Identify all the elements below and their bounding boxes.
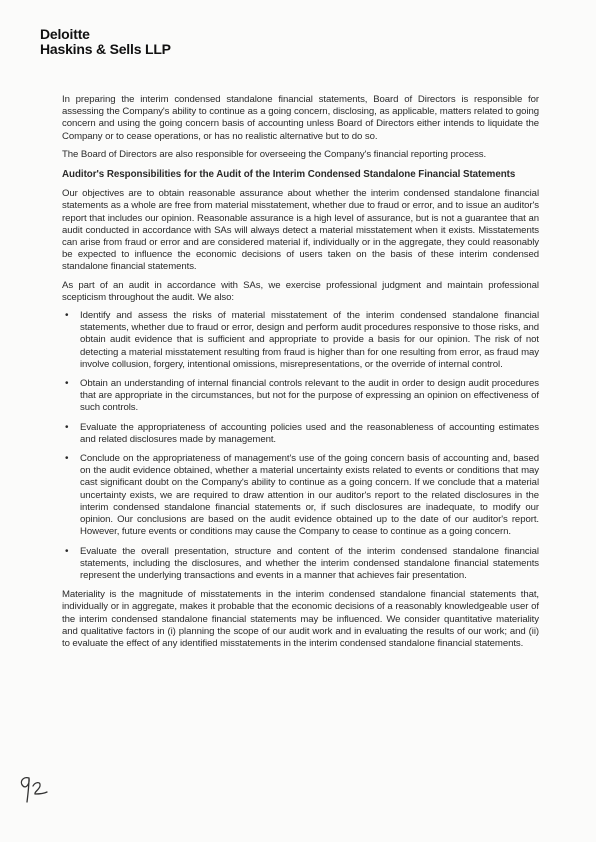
handwritten-initials [15,772,55,806]
list-item: • Conclude on the appropriateness of management's use of the going concern basis of accounting and, based on the audit evidence obtained, whether a material uncertainty exists related to events or conditions that may cast significant doubt on the Company's ability to continue as a going concern. If we conclude that a material uncertainty exists, we are required to draw attention in our auditor's report to the related disclosures in the interim condensed standalone financial statements or, if such disclosures are inadequate, to modify our opinion. Our conclusions are based on the audit evidence obtained up to the date of our auditor's report. However, future events or conditions may cause the Company to cease to continue as a going concern. [62,453,539,538]
paragraph-objectives: Our objectives are to obtain reasonable assurance about whether the interim condensed standalone financial statements as a whole are free from material misstatement, whether due to fraud or error, and to issue an auditor's report that includes our opinion. Reasonable assurance is a high level of assurance, but is not a guarantee that an audit conducted in accordance with SAs will always detect a material misstatement when it exists. Misstatements can arise from fraud or error and are considered material if, individually or in the aggregate, they could reasonably be expected to influence the economic decisions of users taken on the basis of these interim condensed standalone financial statements. [62,188,539,273]
logo-line-1: Deloitte [40,26,90,42]
document-body [62,94,539,656]
responsibilities-list [62,310,539,582]
list-item: • Obtain an understanding of internal financial controls relevant to the audit in order to design audit procedures that are appropriate in the circumstances, but not for the purpose of expressing an opinion on effectiveness of such controls. [62,378,539,415]
paragraph-audit-intro: As part of an audit in accordance with SAs, we exercise professional judgment and maintain professional scepticism throughout the audit. We also: [62,279,539,303]
list-item: • Evaluate the appropriateness of accounting policies used and the reasonableness of accounting estimates and related disclosures made by management. [62,422,539,446]
paragraph-board-oversight: The Board of Directors are also responsible for overseeing the Company's financial reporting process. [62,148,487,160]
list-item: • Identify and assess the risks of material misstatement of the interim condensed standalone financial statements, whether due to fraud or error, design and perform audit procedures responsive to those risks, and obtain audit evidence that is sufficient and appropriate to provide a basis for our opinion. The risk of not detecting a material misstatement resulting from fraud is higher than for one resulting from error, as fraud may involve collusion, forgery, intentional omissions, misrepresentations, or the override of internal control. [62,310,539,371]
paragraph-going-concern: In preparing the interim condensed standalone financial statements, Board of Directors is responsible for assessing the Company's ability to continue as a going concern, disclosing, as applicable, matters related to going concern and using the going concern basis of accounting unless Board of Directors either intends to liquidate the Company or to cease operations, or has no realistic alternative but to do so. [62,94,539,142]
firm-logo [40,27,171,57]
list-item: • Evaluate the overall presentation, structure and content of the interim condensed standalone financial statements, including the disclosures, and whether the interim condensed standalone financial statements represent the underlying transactions and events in a manner that achieves fair presentation. [62,546,539,583]
section-heading: Auditor's Responsibilities for the Audit of the Interim Condensed Standalone Financial Statements [62,169,516,181]
logo-line-2: Haskins & Sells LLP [40,41,171,57]
paragraph-materiality: Materiality is the magnitude of misstatements in the interim condensed standalone financial statements that, individually or in aggregate, makes it probable that the economic decisions of a reasonably knowledgeable user of the interim condensed standalone financial statements may be influenced. We consider quantitative materiality and qualitative factors in (i) planning the scope of our audit work and in evaluating the results of our work; and (ii) to evaluate the effect of any identified misstatements in the interim condensed standalone financial statements. [62,589,539,649]
